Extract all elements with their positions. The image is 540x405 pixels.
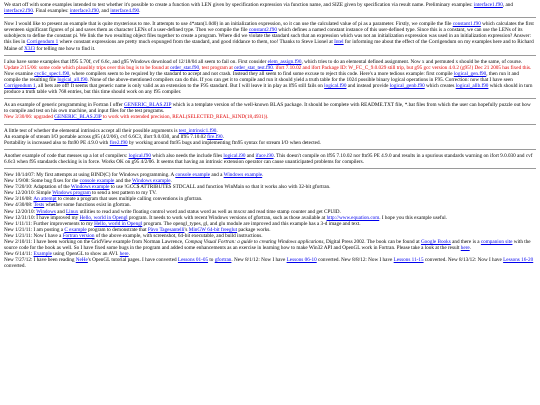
- news-text: converted. New 8/13/12: Now I have: [423, 257, 504, 264]
- news-text: and the: [114, 178, 132, 185]
- news-text: converted.: [4, 263, 26, 270]
- link-iface-i90[interactable]: iface.i90: [255, 152, 274, 159]
- link-order-stat[interactable]: order_stat.f90: [170, 64, 200, 71]
- book-title: Compaq Visual Fortran: a guide to creating Windows applications: [184, 239, 324, 245]
- news-text: utilities to read and write floating control word and status word as well as mxcsr and read time stamp counter and get CPUID.: [78, 208, 341, 215]
- text: which creates: [424, 83, 456, 90]
- news-link[interactable]: NeHe: [75, 257, 88, 264]
- update-note: . ifort 7.10.02 and ifort Package ID: W_FC_C_9.0.029 still trip, but g95 gcc version 4.0.2 (g95!) Dec 21 2005 has fixed this.: [272, 64, 532, 71]
- text: which also needs the include files: [150, 152, 224, 159]
- news-text: using OpenGL to show an AVI.: [51, 251, 120, 258]
- divider: [4, 124, 536, 125]
- news-link[interactable]: Hello, world in Opengl: [94, 220, 143, 227]
- news-text: .: [262, 171, 264, 178]
- text: Now I would like to present an example that is quite mysterious to me. It attempts to use 4*atan(1.0d0) in an initialization expression, so it can use the calculated value of pi as a parameter. Firstly, we compile the file: [4, 21, 453, 28]
- news-link[interactable]: Hello, world in Opengl: [79, 214, 128, 221]
- news-link[interactable]: console example: [79, 178, 115, 185]
- link-interface2[interactable]: interface2.f90: [4, 8, 33, 15]
- link-elem-assign[interactable]: elem_assign.f90: [267, 58, 302, 65]
- news-text: and there is a: [450, 239, 481, 245]
- news-item: [4, 239, 536, 251]
- news-link[interactable]: Linux: [65, 208, 79, 215]
- news-link[interactable]: Fortran version: [62, 232, 95, 239]
- news-link[interactable]: MinGW 64-bit freeglut: [188, 226, 238, 233]
- news-text: 's OpenGL tutorial pages. I have converted: [87, 257, 178, 264]
- news-text: with the source code for the book as well. So I have fixed some bugs in the program and added some enhancements as an exercise in learning how to make Win32 API and OpenGL work in Fortran. Please take a look at the result: [4, 239, 531, 252]
- constant-paragraph: [4, 21, 536, 51]
- news-text: , Digital Press 2002. The book can be found at: [323, 239, 421, 245]
- news-link[interactable]: http://www.equation.com: [326, 214, 380, 221]
- news-text: program. It needs to work with recent Windows versions of gfortran, such as those available at: [127, 214, 327, 221]
- news-text: New 4/30/08:: [4, 202, 34, 209]
- news-text: program. The opengl_types, gl, and glu module are improved and this example has a 3-d image and text.: [142, 220, 361, 227]
- news-text: to send a test pattern to my TV.: [90, 190, 157, 197]
- link-fire2[interactable]: fire2.f90: [109, 139, 128, 146]
- link-corrigendum[interactable]: Corrigendum 1: [4, 83, 36, 90]
- divider: [4, 168, 536, 169]
- news-text: to: [208, 257, 215, 264]
- news-text: New 1/21/11: I am posting a: [4, 226, 65, 233]
- text: , and: [98, 8, 111, 15]
- news-link[interactable]: Windows program: [52, 190, 91, 197]
- text: which defines a named constant instance of this user-defined type. Since this is a constant, we can use the LENs of its subobjects to define the constant pi. We link the two resulting object files together to create a program. Where did we violate the standard such that an expression which was not an initialization expression was used in an initialization expression? Answer: this lies in: [4, 27, 531, 46]
- link-cyclic-spec1[interactable]: cyclic_spec1.f90: [34, 70, 70, 77]
- update-note: New 3/30/06: upgraded: [4, 114, 55, 121]
- link-logical[interactable]: logical.f90: [324, 83, 347, 90]
- intrinsics-paragraph: [4, 128, 536, 146]
- link-fire[interactable]: fire.f90: [207, 133, 223, 140]
- news-text: of the above example, with screenshot, 64-bit executable, and build instructions.: [94, 232, 263, 239]
- news-text: to use !GCC$ ATTRIBUTES STDCALL and function WinMain so that it works also with 32-bit gfortran.: [109, 184, 331, 191]
- news-link[interactable]: Example: [33, 251, 52, 258]
- news-item: [4, 257, 536, 269]
- text: We start off with some examples intended to test whether it's possible to create a function with LEN given by specification expression via function name, and SIZE given by specification via result name. Preliminary examples:: [4, 2, 474, 8]
- divider: [4, 17, 536, 18]
- news-link[interactable]: Windows example: [131, 178, 171, 185]
- text: which is a template version of the well-known BLAS package. It should be complete with README.TXT file, *.bat files from which the user can hopefully puzzle out how to compile and test on his own machine, and input files for the test programs.: [4, 102, 531, 115]
- text: , where compilers seem to be required by the standard to accept and not crash. Instead they all seem to find some excuse to reject this code. Here's a more tedious example: first compile: [69, 70, 454, 77]
- link-constant1[interactable]: constant1.f90: [452, 21, 481, 28]
- link-constant2[interactable]: constant2.f90: [248, 27, 277, 34]
- text: A little test of whether the elemental intrinsics accept all their possible arguments is: [4, 127, 179, 134]
- link-corrigendum[interactable]: Corrigendum 1: [26, 39, 59, 46]
- text: .: [222, 133, 224, 140]
- news-link[interactable]: Tests: [33, 202, 45, 209]
- news-link[interactable]: Google Books: [420, 239, 451, 245]
- news-text: New 3/16/08:: [4, 196, 34, 203]
- text: Portability is increased also to ftn90 PE 4.9.0 with: [4, 139, 110, 146]
- link-logical-all[interactable]: logical_all.f90: [57, 76, 88, 83]
- news-text: New 1/9/08: Some bug fixes for the: [4, 178, 80, 185]
- link-intel[interactable]: Intel: [334, 39, 344, 46]
- news-text: New 1/21/11: Now I have a: [4, 232, 63, 239]
- news-text: New 2/10/11: I have been working on the GridView example from Norman Lawrence,: [4, 239, 185, 245]
- news-text: New 12/20/10: Simple: [4, 190, 53, 197]
- news-text: New 7/20/10: Adaptation of the: [4, 184, 71, 191]
- divider: [4, 98, 536, 99]
- link-interface4[interactable]: interface4.f90: [110, 8, 140, 15]
- text: , then run it and compile the resulting file: [4, 70, 519, 83]
- link-interface1[interactable]: interface1.f90: [473, 2, 503, 8]
- news-text: New 7/27/12: I have been reading: [4, 257, 76, 264]
- intro-paragraph: [4, 2, 536, 14]
- news-text: .: [469, 245, 471, 252]
- link-logical-i90[interactable]: logical.i90: [223, 152, 246, 159]
- divider: [4, 55, 536, 56]
- news-link[interactable]: Lessons 01-05: [177, 257, 209, 264]
- logical-paragraph: [4, 153, 536, 165]
- news-text: 's: [184, 226, 189, 233]
- text: which should in turn produce a truth table with 768 entries, but this time should work on any f95 compiler.: [4, 83, 533, 96]
- news-link[interactable]: Lessons 11-15: [393, 257, 424, 264]
- text: Now examine: [4, 70, 35, 77]
- text: where constant expressions are pretty much expunged from the standard, and good riddance to them, too! Thanks to Steve Lionel at: [58, 39, 335, 46]
- news-link[interactable]: Windows example: [223, 171, 263, 178]
- news-link[interactable]: Pàvo Tagesantelli: [147, 226, 185, 233]
- news-text: .: [128, 251, 130, 258]
- news-link[interactable]: Windows: [36, 208, 56, 215]
- news-link[interactable]: Lessons 16-20: [503, 257, 534, 264]
- news-text: package works.: [237, 226, 271, 233]
- news-text: . I hope you this example useful.: [379, 214, 447, 221]
- text: and: [245, 152, 256, 159]
- news-link[interactable]: An attempt: [33, 196, 57, 203]
- news-link[interactable]: here: [119, 251, 129, 258]
- news-text: New 12/20/10:: [4, 208, 37, 215]
- update-note: to work with extended precision, REAL(SELECTED_REAL_KIND(18,4931)).: [101, 114, 269, 121]
- divider: [4, 149, 536, 150]
- link-test-intrinsic1[interactable]: test_intrinsic1.f90: [178, 127, 217, 134]
- news-text: New 1/11/11: Further improvements to my: [4, 220, 95, 227]
- news-link[interactable]: Windows example: [70, 184, 110, 191]
- text: , all bets are off! It seems that generic name is only valid as an extension to the F95 standard. But I will leave it in play as lf95 still fails on: [35, 83, 325, 90]
- link-interface3[interactable]: interface3.f90: [69, 8, 99, 15]
- text: As an example of generic programming in Fortran I offer: [4, 102, 125, 109]
- text: and instead provide: [346, 83, 390, 90]
- compiler-bugs-paragraph: [4, 59, 536, 96]
- news-text: . New 8/1/12: Now I have: [231, 257, 287, 264]
- update-note: , test program at: [199, 64, 235, 71]
- news-text: whether some functions exist in gfortran.: [44, 202, 131, 209]
- text: I also have some examples that lf95 5.70f, cvf 6.6c, and g95 Windows download of 12/18/04 all seem to fail on. First consider: [4, 58, 268, 65]
- generic-blas-paragraph: [4, 102, 536, 120]
- news-link[interactable]: gfortran: [214, 257, 232, 264]
- link-logical[interactable]: logical.f90: [128, 152, 151, 159]
- news-text: and a: [210, 171, 224, 178]
- news-link[interactable]: Lessons 06-10: [286, 257, 317, 264]
- update-note: Update 2/15/06: some code which plausibly trips over this bug is to be found at: [4, 64, 171, 71]
- text: Another example of code that messes up a lot of compilers:: [4, 152, 129, 159]
- text: . Final examples:: [32, 8, 70, 15]
- text: by working around ftn95 bugs and implementing ftn95 syntax for stream I/O when detected.: [127, 139, 321, 146]
- news-link[interactable]: companion site: [480, 239, 513, 245]
- link-x3j3[interactable]: X3J3: [24, 45, 36, 52]
- text: which calculates the first seventeen significant figures of pi and saves them as character LENs of a user-defined type. Then we compile the file: [4, 21, 534, 34]
- text: . This doesn't compile on lf95 7.10.02 nor ftn95 PE 4.9.0 and results in a spurious standards warning on ifort 9.0.030 and cvf 6.6c3 when f95 standards checking is in force. Works OK on g95 4/2/06. It seems that having an intrinsic extension operator can cause unanticipated problems for compilers.: [4, 152, 533, 165]
- text: for informing me about the effect of the Corrigendum on my examples here and to Richard Maine of: [4, 39, 534, 52]
- link-logical-genb[interactable]: logical_genb.f90: [389, 83, 425, 90]
- news-text: and: [55, 208, 66, 215]
- news-text: New 12/31/10: I have improved my: [4, 214, 80, 221]
- link-logical-gen[interactable]: logical_gen.f90: [453, 70, 487, 77]
- news-text: program to demonstrate that: [86, 226, 148, 233]
- news-link[interactable]: C example: [64, 226, 87, 233]
- text: , and: [502, 2, 513, 8]
- text: for telling me how to find it.: [35, 45, 96, 52]
- link-order-stat-test[interactable]: order_stat_test.f90: [234, 64, 273, 71]
- text: . None of the above-mentioned compilers can do this. If you can get it to compile and run it should yield a truth table for the 1024 possible binary logical operations in F95. Correction: now that I have seen: [87, 76, 513, 83]
- news-list: [4, 172, 536, 270]
- news-text: converted. New 8/8/12: Now I have: [316, 257, 394, 264]
- link-generic-blas[interactable]: GENERIC_BLAS.ZIP: [54, 114, 102, 121]
- news-text: New 6/14/11:: [4, 251, 34, 258]
- news-text: .: [170, 178, 172, 185]
- news-text: New 10/14/07: My first attempts at using BIND(C) for Windows programming. A: [4, 171, 176, 178]
- text: , which tries to do an elemental defined assignment. Now x and permuted x should be the same, of course.: [301, 58, 523, 65]
- text: .: [139, 8, 141, 15]
- news-text: to create a program that uses multiple calling conventions in gfortran.: [56, 196, 203, 203]
- text: .: [216, 127, 218, 134]
- text: An example of stream I/O portable across g95 (4/2/06), cvf 6.6C3, ifort 9.0.030, and lf95 7.10.02: [4, 133, 208, 140]
- news-link[interactable]: here: [460, 245, 470, 252]
- news-link[interactable]: console example: [175, 171, 211, 178]
- link-logical-allb[interactable]: logical_allb.f90: [455, 83, 489, 90]
- link-generic-blas[interactable]: GENERIC_BLAS.ZIP: [124, 102, 172, 109]
